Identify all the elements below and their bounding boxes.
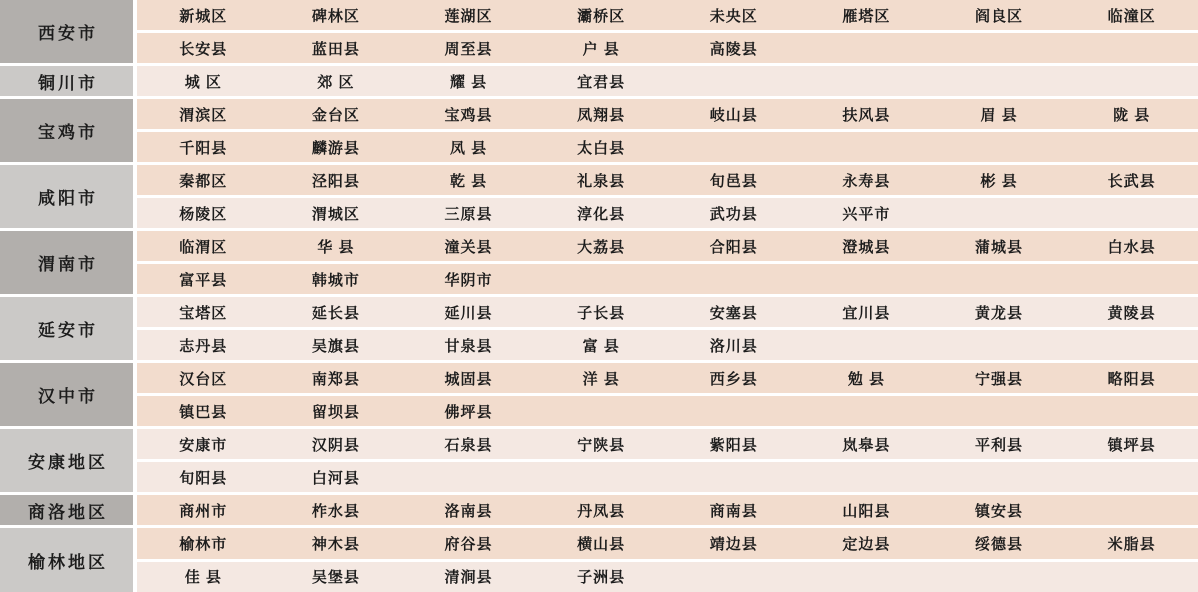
county-cell: 宝鸡县 — [444, 106, 493, 124]
city-group — [0, 0, 1198, 63]
county-row — [137, 99, 1198, 129]
county-cell: 碑林区 — [311, 7, 360, 25]
county-row — [137, 297, 1198, 327]
county-cell: 韩城市 — [311, 271, 360, 289]
county-rows — [137, 528, 1198, 592]
county-cell: 志丹县 — [179, 337, 228, 355]
county-cell: 扶风县 — [842, 106, 891, 124]
county-rows — [137, 231, 1198, 294]
county-cell: 金台区 — [311, 106, 360, 124]
county-cell: 旬阳县 — [179, 469, 228, 487]
county-cell: 延长县 — [311, 304, 360, 322]
city-group — [0, 363, 1198, 426]
city-group — [0, 66, 1198, 96]
county-cell: 宜川县 — [842, 304, 891, 322]
county-cell: 黄陵县 — [1107, 304, 1156, 322]
empty-cell — [800, 330, 933, 360]
county-rows — [137, 363, 1198, 426]
empty-cell — [933, 264, 1066, 294]
empty-cell — [1065, 33, 1198, 63]
county-cell: 洛川县 — [709, 337, 758, 355]
county-cell: 白河县 — [311, 469, 360, 487]
county-cell: 商南县 — [709, 502, 758, 520]
city-group — [0, 99, 1198, 162]
county-row — [137, 231, 1198, 261]
county-cell: 吴旗县 — [311, 337, 360, 355]
empty-cell — [668, 562, 801, 592]
empty-cell — [800, 132, 933, 162]
county-cell: 潼关县 — [444, 238, 493, 256]
county-row — [137, 165, 1198, 195]
county-row — [137, 132, 1198, 162]
county-cell: 吴堡县 — [311, 569, 360, 587]
county-rows — [137, 66, 1198, 96]
county-rows — [137, 429, 1198, 492]
empty-cell — [668, 396, 801, 426]
county-cell: 汉台区 — [179, 370, 228, 388]
county-cell: 子长县 — [577, 304, 626, 322]
county-cell: 商州市 — [179, 502, 228, 520]
county-cell: 神木县 — [311, 535, 360, 553]
empty-cell — [933, 66, 1066, 96]
empty-cell — [800, 33, 933, 63]
city-name-cell: 汉中市 — [0, 363, 133, 426]
county-rows — [137, 297, 1198, 360]
county-cell: 渭城区 — [311, 205, 360, 223]
county-row — [137, 363, 1198, 393]
county-row — [137, 0, 1198, 30]
county-cell: 莲湖区 — [444, 7, 493, 25]
county-cell: 镇安县 — [975, 502, 1024, 520]
county-cell: 延川县 — [444, 304, 493, 322]
county-row — [137, 429, 1198, 459]
empty-cell — [800, 562, 933, 592]
county-cell: 未央区 — [709, 7, 758, 25]
empty-cell — [933, 562, 1066, 592]
county-row — [137, 495, 1198, 525]
county-cell: 华阴市 — [444, 271, 493, 289]
city-group — [0, 231, 1198, 294]
county-row — [137, 66, 1198, 96]
county-cell: 耀 县 — [449, 73, 488, 91]
county-cell: 佛坪县 — [444, 403, 493, 421]
city-name-cell: 延安市 — [0, 297, 133, 360]
county-cell: 米脂县 — [1107, 535, 1156, 553]
county-cell: 新城区 — [179, 7, 228, 25]
city-group — [0, 429, 1198, 492]
county-cell: 洋 县 — [582, 370, 620, 388]
county-cell: 永寿县 — [842, 172, 891, 190]
county-cell: 城 区 — [184, 73, 222, 91]
county-cell: 旬邑县 — [709, 172, 758, 190]
county-row — [137, 330, 1198, 360]
empty-cell — [800, 462, 933, 492]
county-cell: 彬 县 — [980, 172, 1018, 190]
empty-cell — [933, 198, 1066, 228]
city-name-cell: 铜川市 — [0, 66, 133, 96]
county-cell: 雁塔区 — [842, 7, 891, 25]
county-row — [137, 562, 1198, 592]
county-cell: 府谷县 — [444, 535, 493, 553]
county-row — [137, 33, 1198, 63]
county-cell: 兴平市 — [842, 205, 891, 223]
county-cell: 横山县 — [577, 535, 626, 553]
county-cell: 略阳县 — [1107, 370, 1156, 388]
county-cell: 定边县 — [842, 535, 891, 553]
city-name-cell: 西安市 — [0, 0, 133, 63]
county-cell: 清涧县 — [444, 569, 493, 587]
county-cell: 阎良区 — [975, 7, 1024, 25]
county-cell: 宜君县 — [577, 73, 626, 91]
empty-cell — [1065, 264, 1198, 294]
county-cell: 周至县 — [444, 40, 493, 58]
county-row — [137, 198, 1198, 228]
county-cell: 武功县 — [709, 205, 758, 223]
county-cell: 凤 县 — [449, 139, 488, 157]
county-cell: 白水县 — [1107, 238, 1156, 256]
empty-cell — [535, 396, 668, 426]
county-cell: 平利县 — [975, 436, 1024, 454]
county-cell: 高陵县 — [709, 40, 758, 58]
empty-cell — [800, 264, 933, 294]
county-cell: 淳化县 — [577, 205, 626, 223]
county-cell: 镇巴县 — [179, 403, 228, 421]
county-cell: 合阳县 — [709, 238, 758, 256]
county-row — [137, 462, 1198, 492]
empty-cell — [933, 462, 1066, 492]
empty-cell — [535, 462, 668, 492]
city-group — [0, 165, 1198, 228]
county-rows — [137, 99, 1198, 162]
empty-cell — [668, 462, 801, 492]
empty-cell — [1065, 396, 1198, 426]
county-cell: 富平县 — [179, 271, 228, 289]
county-cell: 临潼区 — [1107, 7, 1156, 25]
county-cell: 凤翔县 — [577, 106, 626, 124]
county-cell: 富 县 — [582, 337, 620, 355]
county-cell: 宁强县 — [975, 370, 1024, 388]
county-cell: 榆林市 — [179, 535, 228, 553]
county-cell: 勉 县 — [847, 370, 886, 388]
city-name-cell: 商洛地区 — [0, 495, 133, 525]
empty-cell — [933, 33, 1066, 63]
county-row — [137, 528, 1198, 559]
county-cell: 靖边县 — [709, 535, 758, 553]
empty-cell — [933, 132, 1066, 162]
county-cell: 宝塔区 — [179, 304, 228, 322]
empty-cell — [1065, 495, 1198, 525]
empty-cell — [668, 66, 801, 96]
county-cell: 镇坪县 — [1107, 436, 1156, 454]
empty-cell — [933, 396, 1066, 426]
county-cell: 礼泉县 — [577, 172, 626, 190]
city-name-cell: 渭南市 — [0, 231, 133, 294]
county-cell: 岚皋县 — [842, 436, 891, 454]
empty-cell — [535, 264, 668, 294]
empty-cell — [933, 330, 1066, 360]
county-cell: 佳 县 — [184, 569, 222, 587]
county-row — [137, 396, 1198, 426]
county-cell: 长武县 — [1107, 172, 1156, 190]
empty-cell — [402, 462, 535, 492]
empty-cell — [800, 66, 933, 96]
empty-cell — [1065, 198, 1198, 228]
county-rows — [137, 0, 1198, 63]
county-cell: 蓝田县 — [311, 40, 360, 58]
county-cell: 乾 县 — [449, 172, 488, 190]
county-cell: 丹凤县 — [577, 502, 626, 520]
county-cell: 留坝县 — [311, 403, 360, 421]
county-cell: 灞桥区 — [577, 7, 626, 25]
county-cell: 紫阳县 — [709, 436, 758, 454]
city-name-cell: 安康地区 — [0, 429, 133, 492]
county-cell: 渭滨区 — [179, 106, 228, 124]
county-cell: 三原县 — [444, 205, 493, 223]
county-cell: 千阳县 — [179, 139, 228, 157]
county-cell: 南郑县 — [311, 370, 360, 388]
county-cell: 石泉县 — [444, 436, 493, 454]
county-cell: 洛南县 — [444, 502, 493, 520]
city-name-cell: 榆林地区 — [0, 528, 133, 592]
empty-cell — [1065, 66, 1198, 96]
empty-cell — [1065, 562, 1198, 592]
county-cell: 安康市 — [179, 436, 228, 454]
city-group — [0, 495, 1198, 525]
county-cell: 城固县 — [444, 370, 493, 388]
county-cell: 甘泉县 — [444, 337, 493, 355]
county-row — [137, 264, 1198, 294]
county-cell: 汉阴县 — [311, 436, 360, 454]
county-cell: 泾阳县 — [311, 172, 360, 190]
empty-cell — [800, 396, 933, 426]
county-cell: 眉 县 — [980, 106, 1018, 124]
county-cell: 郊 区 — [317, 73, 355, 91]
county-cell: 陇 县 — [1113, 106, 1151, 124]
county-cell: 麟游县 — [311, 139, 360, 157]
county-cell: 宁陕县 — [577, 436, 626, 454]
county-cell: 长安县 — [179, 40, 228, 58]
empty-cell — [1065, 132, 1198, 162]
county-cell: 柞水县 — [311, 502, 360, 520]
county-rows — [137, 495, 1198, 525]
county-cell: 黄龙县 — [975, 304, 1024, 322]
county-cell: 子洲县 — [577, 569, 626, 587]
city-group — [0, 528, 1198, 592]
county-cell: 户 县 — [582, 40, 620, 58]
city-group — [0, 297, 1198, 360]
city-name-cell: 宝鸡市 — [0, 99, 133, 162]
county-cell: 西乡县 — [709, 370, 758, 388]
county-cell: 绥德县 — [975, 535, 1024, 553]
county-cell: 秦都区 — [179, 172, 228, 190]
empty-cell — [1065, 330, 1198, 360]
county-cell: 太白县 — [577, 139, 626, 157]
county-rows — [137, 165, 1198, 228]
county-cell: 临渭区 — [179, 238, 228, 256]
city-name-cell: 咸阳市 — [0, 165, 133, 228]
county-cell: 大荔县 — [577, 238, 626, 256]
county-cell: 岐山县 — [709, 106, 758, 124]
county-cell: 杨陵区 — [179, 205, 228, 223]
empty-cell — [668, 132, 801, 162]
county-cell: 安塞县 — [709, 304, 758, 322]
county-cell: 山阳县 — [842, 502, 891, 520]
empty-cell — [1065, 462, 1198, 492]
empty-cell — [668, 264, 801, 294]
county-cell: 蒲城县 — [975, 238, 1024, 256]
county-cell: 华 县 — [317, 238, 355, 256]
county-cell: 澄城县 — [842, 238, 891, 256]
